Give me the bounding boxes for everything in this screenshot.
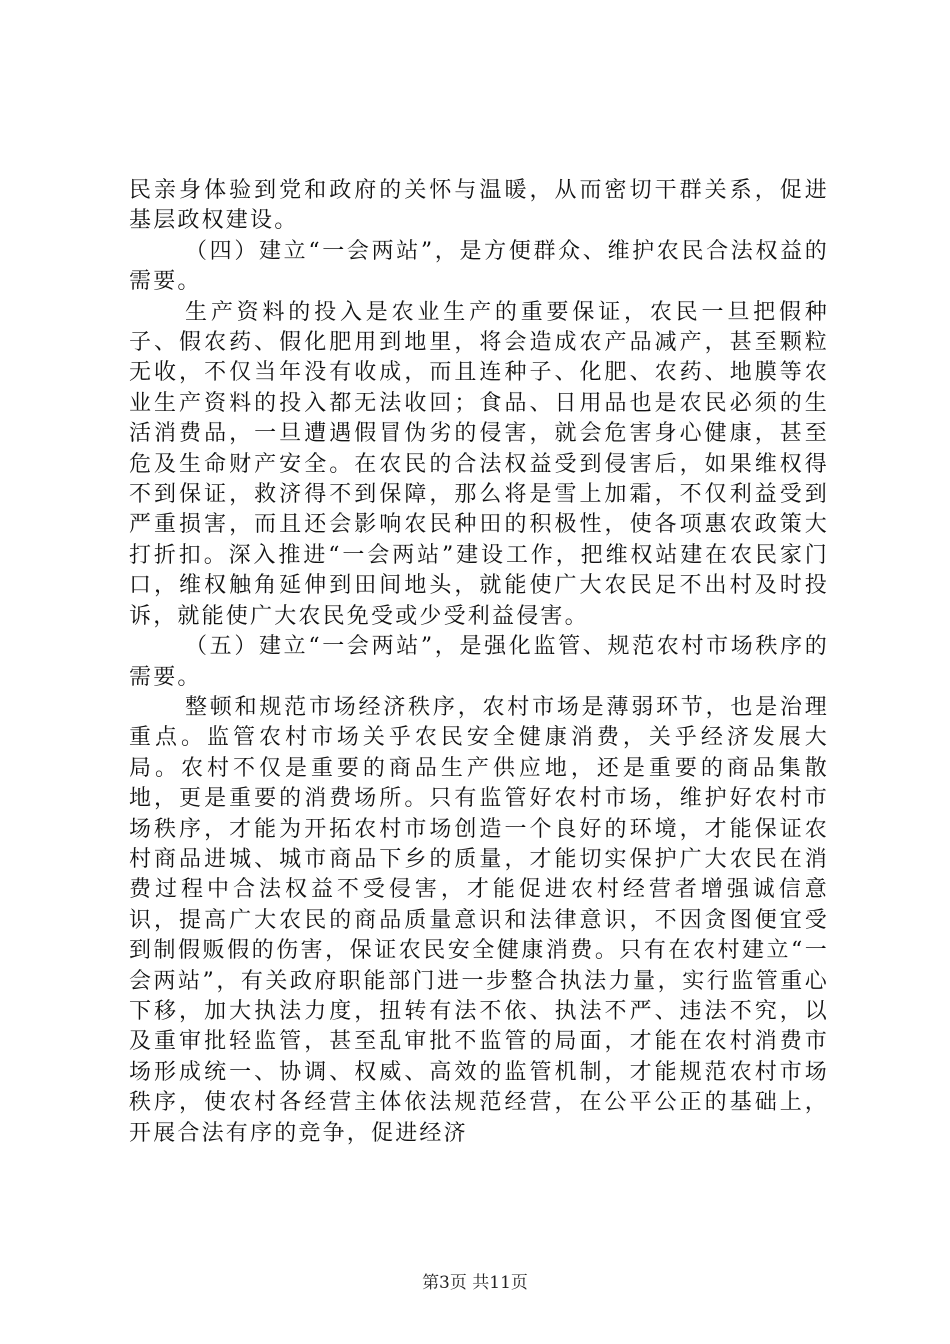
paragraph-rights-protection: 生产资料的投入是农业生产的重要保证，农民一旦把假种子、假农药、假化肥用到地里，将会造成农产品减产，甚至颗粒无收，不仅当年没有收成，而且连种子、化肥、农药、地膜等农业生产资料的投入都无法收回；食品、日用品也是农民必须的生活消费品，一旦遭遇假冒伪劣的侵害，就会危害身心健康，甚至危及生命财产安全。在农民的合法权益受到侵害后，如果维权得不到保证，救济得不到保障，那么将是雪上加霜，不仅利益受到严重损害，而且还会影响农民种田的积极性，使各项惠农政策大打折扣。深入推进“一会两站”建设工作，把维权站建在农民家门口，维权触角延伸到田间地头，就能使广大农民足不出村及时投诉，就能使广大农民免受或少受利益侵害。	[129, 299, 829, 629]
paragraph-continuation: 民亲身体验到党和政府的关怀与温暖，从而密切干群关系，促进基层政权建设。	[129, 178, 829, 234]
body-text	[129, 176, 829, 1149]
section-heading-4: （四）建立“一会两站”，是方便群众、维护农民合法权益的需要。	[129, 238, 829, 295]
section-heading-5: （五）建立“一会两站”，是强化监管、规范农村市场秩序的需要。	[129, 634, 829, 690]
page-number-footer: 第3页 共11页	[422, 1273, 528, 1293]
paragraph-market-supervision: 整顿和规范市场经济秩序，农村市场是薄弱环节，也是治理重点。监管农村市场关乎农民安全健康消费，关乎经济发展大局。农村不仅是重要的商品生产供应地，还是重要的商品集散地，更是重要的消费场所。只有监管好农村市场，维护好农村市场秩序，才能为开拓农村市场创造一个良好的环境，才能保证农村商品进城、城市商品下乡的质量，才能切实保护广大农民在消费过程中合法权益不受侵害，才能促进农村经营者增强诚信意识，提高广大农民的商品质量意识和法律意识，不因贪图便宜受到制假贩假的伤害，保证农民安全健康消费。只有在农村建立“一会两站”，有关政府职能部门进一步整合执法力量，实行监管重心下移，加大执法力度，扭转有法不依、执法不严、违法不究，以及重审批轻监管，甚至乱审批不监管的局面，才能在农村消费市场形成统一、协调、权威、高效的监管机制，才能规范农村市场秩序，使农村各经营主体依法规范经营，在公平公正的基础上，开展合法有序的竞争，促进经济	[129, 694, 829, 1146]
